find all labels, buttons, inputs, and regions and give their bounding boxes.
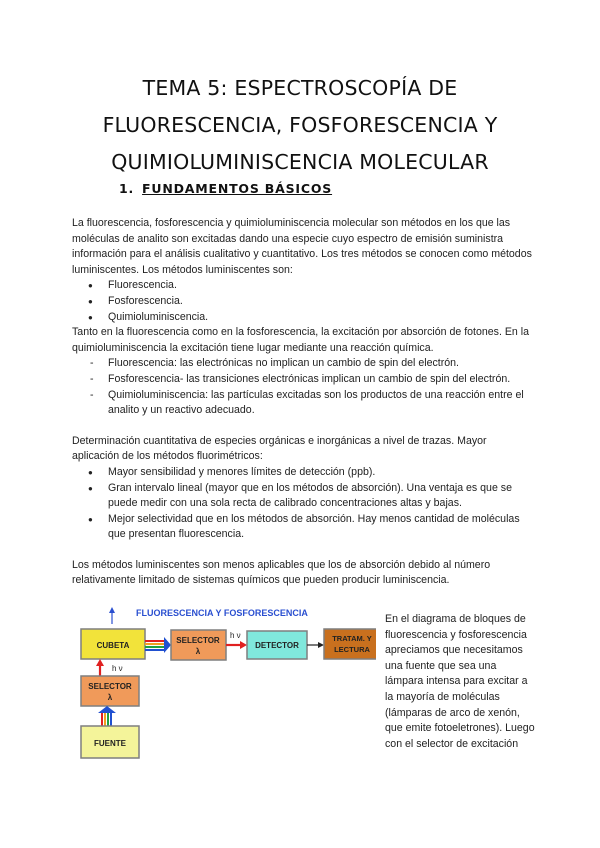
excitation-selector-label: SELECTOR [88, 682, 132, 691]
list-item: ● Fosforescencia. [72, 294, 534, 310]
transitions-list [72, 356, 534, 418]
intro-paragraph: La fluorescencia, fosforescencia y quimioluminiscencia molecular son métodos en los que las moléculas de analito son excitadas dando una especie cuyo espectro de emisión suministra información para el análisis cualitativo y cuantitativo. Los tres métodos se conocen como métodos luminiscentes. Los métodos luminiscentes son: [72, 217, 532, 276]
determination-paragraph: Determinación cuantitativa de especies orgánicas e inorgánicas a nivel de trazas. Mayor aplicación de los métodos fluorimétricos: [72, 434, 487, 463]
hv-label: h ν [112, 664, 123, 673]
emission-arrow-right [226, 641, 247, 649]
emission-selector-label: SELECTOR [176, 636, 220, 645]
emission-arrow [109, 607, 115, 624]
processing-label-2: LECTURA [334, 645, 370, 654]
list-item: ● Mejor selectividad que en los métodos de absorción. Hay menos cantidad de moléculas que presentan fluorescencia. [72, 512, 534, 543]
excitation-beam-arrow [145, 637, 171, 653]
section-number: 1. [119, 181, 135, 196]
list-item: ● Fluorescencia. [72, 278, 534, 294]
section-heading [119, 181, 332, 196]
excitation-paragraph: Tanto en la fluorescencia como en la fosforescencia, la excitación por absorción de fotones. En la quimioluminiscencia la excitación tiene lugar mediante una reacción química. [72, 326, 529, 354]
excitation-arrow-up [96, 659, 104, 676]
list-item: ● Gran intervalo lineal (mayor que en los métodos de absorción). Una ventaja es que se puede medir con una sola recta de calibrado concentraciones altas y bajas. [72, 481, 534, 512]
hv-label: h ν [230, 631, 241, 640]
processing-label-1: TRATAM. Y [332, 634, 372, 643]
diagram-description: En el diagrama de bloques de fluorescencia y fosforescencia apreciamos que necesitamos una fuente que sea una lámpara intensa para excitar a la mayoría de moléculas (lámparas de arco de xenón, que emite fotoeletrones). Luego con el selector de excitación [385, 613, 535, 750]
list-item: - Quimioluminiscencia: las partículas excitadas son los productos de una reacción entre el analito y un reactivo adecuado. [72, 388, 534, 419]
conclusion-paragraph: Los métodos luminiscentes son menos aplicables que los de absorción debido al número relativamente limitado de sistemas químicos que pueden producir luminiscencia. [72, 558, 491, 587]
advantages-list [72, 465, 534, 543]
list-item: ● Mayor sensibilidad y menores límites de detección (ppb). [72, 465, 534, 481]
list-item: - Fosforescencia- las transiciones electrónicas implican un cambio de spin del electrón. [72, 372, 534, 388]
section-title: FUNDAMENTOS BÁSICOS [142, 181, 333, 196]
methods-list [72, 278, 534, 325]
list-item: ● Quimioluminiscencia. [72, 310, 534, 326]
main-text [72, 216, 534, 589]
block-diagram [76, 604, 376, 764]
lambda-symbol: λ [107, 693, 113, 702]
signal-arrow [307, 642, 324, 648]
title-line-2: FLUORESCENCIA, FOSFORESCENCIA Y [102, 113, 498, 137]
source-beam-arrow [98, 706, 116, 726]
cubeta-label: CUBETA [96, 641, 130, 650]
page-title [0, 70, 600, 181]
title-line-3: QUIMIOLUMINISCENCIA MOLECULAR [111, 150, 489, 174]
lambda-symbol: λ [195, 647, 201, 656]
detector-label: DETECTOR [255, 641, 299, 650]
list-item: - Fluorescencia: las electrónicas no implican un cambio de spin del electrón. [72, 356, 534, 372]
source-label: FUENTE [94, 739, 126, 748]
diagram-title: FLUORESCENCIA Y FOSFORESCENCIA [136, 608, 308, 618]
title-line-1: TEMA 5: ESPECTROSCOPÍA DE [142, 76, 458, 100]
